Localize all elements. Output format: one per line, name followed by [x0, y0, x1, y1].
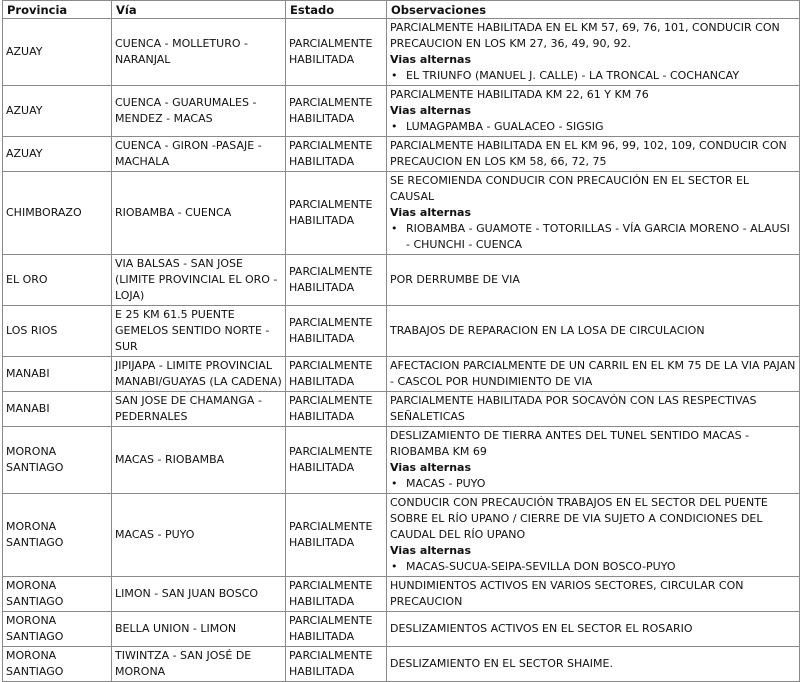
cell-provincia: MORONA SANTIAGO [3, 427, 112, 494]
alternate-route-item: • MACAS-SUCUA-SEIPA-SEVILLA DON BOSCO-PUYO [390, 559, 796, 575]
alternate-routes-title: Vias alternas [390, 206, 472, 219]
cell-estado: PARCIALMENTE HABILITADA [286, 577, 387, 612]
alternate-routes-title: Vias alternas [390, 544, 472, 557]
cell-via: BELLA UNION - LIMON [112, 612, 286, 647]
alternate-route-item: • RIOBAMBA - GUAMOTE - TOTORILLAS - VÍA GARCIA MORENO - ALAUSI - CHUNCHI - CUENCA [390, 221, 796, 253]
cell-observaciones [387, 255, 800, 306]
alternate-routes-title: Vias alternas [390, 461, 472, 474]
table-row [3, 647, 800, 682]
cell-via: CUENCA - GIRON -PASAJE - MACHALA [112, 137, 286, 172]
alternate-routes-list [390, 119, 796, 135]
cell-provincia: AZUAY [3, 19, 112, 86]
alternate-routes-title: Vias alternas [390, 53, 472, 66]
cell-observaciones [387, 427, 800, 494]
cell-via: E 25 KM 61.5 PUENTE GEMELOS SENTIDO NORTE - SUR [112, 306, 286, 357]
cell-provincia: EL ORO [3, 255, 112, 306]
alternate-routes-list [390, 68, 796, 84]
alternate-routes-list [390, 559, 796, 575]
observation-text: PARCIALMENTE HABILITADA EN EL KM 57, 69, 76, 101, CONDUCIR CON PRECAUCION EN LOS KM 27, 36, 49, 90, 92. [390, 21, 780, 50]
cell-observaciones [387, 357, 800, 392]
cell-via: MACAS - RIOBAMBA [112, 427, 286, 494]
observation-text: TRABAJOS DE REPARACION EN LA LOSA DE CIRCULACION [390, 324, 705, 337]
table-row [3, 357, 800, 392]
header-estado: Estado [286, 1, 387, 19]
table-row [3, 255, 800, 306]
table-row [3, 427, 800, 494]
cell-via: SAN JOSE DE CHAMANGA - PEDERNALES [112, 392, 286, 427]
header-provincia: Provincia [3, 1, 112, 19]
observation-text: PARCIALMENTE HABILITADA EN EL KM 96, 99, 102, 109, CONDUCIR CON PRECAUCION EN LOS KM 58, 66, 72, 75 [390, 139, 787, 168]
table-row [3, 172, 800, 255]
table-row [3, 86, 800, 137]
alternate-routes-list [390, 221, 796, 253]
cell-via: CUENCA - GUARUMALES - MENDEZ - MACAS [112, 86, 286, 137]
cell-observaciones [387, 172, 800, 255]
cell-provincia: MORONA SANTIAGO [3, 494, 112, 577]
cell-estado: PARCIALMENTE HABILITADA [286, 306, 387, 357]
alternate-route-item: • MACAS - PUYO [390, 476, 796, 492]
table-row [3, 494, 800, 577]
cell-provincia: MANABI [3, 357, 112, 392]
cell-estado: PARCIALMENTE HABILITADA [286, 612, 387, 647]
table-row [3, 19, 800, 86]
cell-estado: PARCIALMENTE HABILITADA [286, 19, 387, 86]
observation-text: PARCIALMENTE HABILITADA POR SOCAVÓN CON LAS RESPECTIVAS SEÑALETICAS [390, 394, 757, 423]
cell-estado: PARCIALMENTE HABILITADA [286, 494, 387, 577]
table-row [3, 577, 800, 612]
cell-observaciones [387, 86, 800, 137]
observation-text: AFECTACION PARCIALMENTE DE UN CARRIL EN EL KM 75 DE LA VIA PAJAN - CASCOL POR HUNDIMIENTO DE VIA [390, 359, 796, 388]
cell-provincia: LOS RIOS [3, 306, 112, 357]
cell-provincia: CHIMBORAZO [3, 172, 112, 255]
observation-text: DESLIZAMIENTO DE TIERRA ANTES DEL TUNEL SENTIDO MACAS - RIOBAMBA KM 69 [390, 429, 750, 458]
observation-text: SE RECOMIENDA CONDUCIR CON PRECAUCIÓN EN EL SECTOR EL CAUSAL [390, 174, 750, 203]
cell-via: RIOBAMBA - CUENCA [112, 172, 286, 255]
cell-observaciones [387, 577, 800, 612]
cell-via: MACAS - PUYO [112, 494, 286, 577]
cell-via: CUENCA - MOLLETURO - NARANJAL [112, 19, 286, 86]
cell-via: VIA BALSAS - SAN JOSE (LIMITE PROVINCIAL EL ORO - LOJA) [112, 255, 286, 306]
header-observaciones: Observaciones [387, 1, 800, 19]
table-row [3, 392, 800, 427]
cell-observaciones [387, 392, 800, 427]
observation-text: DESLIZAMIENTOS ACTIVOS EN EL SECTOR EL ROSARIO [390, 622, 693, 635]
alternate-route-item: • EL TRIUNFO (MANUEL J. CALLE) - LA TRONCAL - COCHANCAY [390, 68, 796, 84]
cell-via: TIWINTZA - SAN JOSÉ DE MORONA [112, 647, 286, 682]
cell-observaciones [387, 306, 800, 357]
observation-text: CONDUCIR CON PRECAUCIÓN TRABAJOS EN EL SECTOR DEL PUENTE SOBRE EL RÍO UPANO / CIERRE DE VIA SUJETO A CONDICIONES DEL CAUDAL DEL RÍO UPANO [390, 496, 768, 541]
observation-text: DESLIZAMIENTO EN EL SECTOR SHAIME. [390, 657, 613, 670]
cell-observaciones [387, 494, 800, 577]
table-row [3, 137, 800, 172]
cell-observaciones [387, 647, 800, 682]
table-row [3, 306, 800, 357]
cell-via: LIMON - SAN JUAN BOSCO [112, 577, 286, 612]
observation-text: HUNDIMIENTOS ACTIVOS EN VARIOS SECTORES, CIRCULAR CON PRECAUCION [390, 579, 744, 608]
cell-provincia: MANABI [3, 392, 112, 427]
cell-observaciones [387, 137, 800, 172]
observation-text: PARCIALMENTE HABILITADA KM 22, 61 Y KM 76 [390, 88, 649, 101]
cell-provincia: MORONA SANTIAGO [3, 647, 112, 682]
cell-provincia: MORONA SANTIAGO [3, 612, 112, 647]
cell-provincia: AZUAY [3, 137, 112, 172]
cell-provincia: AZUAY [3, 86, 112, 137]
header-via: Vía [112, 1, 286, 19]
cell-estado: PARCIALMENTE HABILITADA [286, 427, 387, 494]
cell-estado: PARCIALMENTE HABILITADA [286, 137, 387, 172]
alternate-routes-title: Vias alternas [390, 104, 472, 117]
cell-estado: PARCIALMENTE HABILITADA [286, 357, 387, 392]
cell-estado: PARCIALMENTE HABILITADA [286, 172, 387, 255]
header-row [3, 1, 800, 19]
cell-estado: PARCIALMENTE HABILITADA [286, 392, 387, 427]
cell-estado: PARCIALMENTE HABILITADA [286, 255, 387, 306]
cell-via: JIPIJAPA - LIMITE PROVINCIAL MANABI/GUAYAS (LA CADENA) [112, 357, 286, 392]
road-status-table [2, 0, 800, 682]
observation-text: POR DERRUMBE DE VIA [390, 273, 520, 286]
cell-provincia: MORONA SANTIAGO [3, 577, 112, 612]
table-body [3, 19, 800, 682]
alternate-routes-list [390, 476, 796, 492]
cell-estado: PARCIALMENTE HABILITADA [286, 647, 387, 682]
cell-observaciones [387, 19, 800, 86]
alternate-route-item: • LUMAGPAMBA - GUALACEO - SIGSIG [390, 119, 796, 135]
cell-estado: PARCIALMENTE HABILITADA [286, 86, 387, 137]
